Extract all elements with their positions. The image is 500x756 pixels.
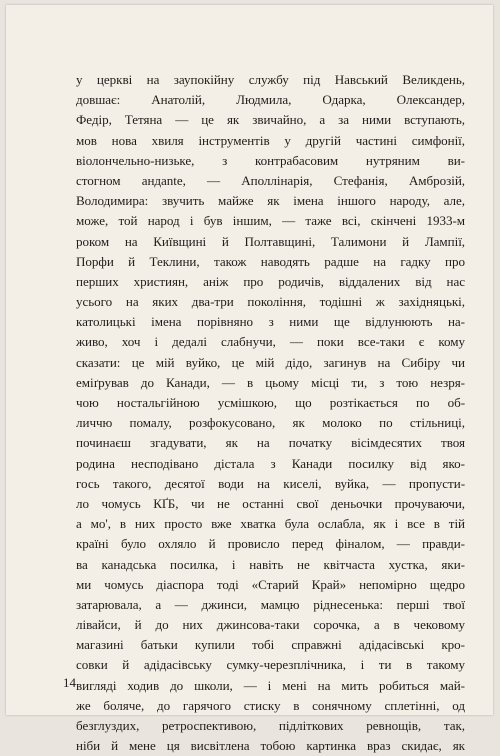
text-line: ва канадська посилка, і навіть не квітчаста хустка, яки- [76,556,465,572]
text-line: католицькі імена порівняно з ними ще відлунюють на- [76,314,465,330]
text-line: личчю помалу, розфокусовано, як молоко по стільниці, [76,415,465,431]
book-page [6,5,493,754]
text-line: країні було охляло й провисло перед фіналом, — правди- [76,536,465,552]
text-line: роком на Київщині й Полтавщині, Талимони й Лампії, [76,233,465,249]
text-line: мов нова хвиля інструментів у другій частині симфонії, [76,132,465,148]
text-line: починаєш згадувати, як на початку вісімдесятих твоя [76,435,465,451]
text-line: стогном андante, — Аполлінарія, Стефанія, Амброзій, [76,172,465,188]
text-line: а мо', в них просто вже хватка була ослабла, як і все в тій [76,516,465,532]
text-line: лівайси, й до них джинсова-таки сорочка, а в чековому [76,617,465,633]
page-number: 14 [63,675,76,690]
text-line: у церкві на заупокійну службу під Навський Великдень, [76,72,465,87]
text-body [76,70,465,756]
text-line: родина несподівано дістала з Канади посилку від яко- [76,455,465,471]
text-line: Володимира: звучить майже як імена іншого народу, але, [76,193,465,209]
text-line: же боляче, до гарячого стиску в сонячному сплетінні, од [76,697,465,713]
text-line: Федір, Тетяна — це як звичайно, а за ними вступають, [76,112,465,128]
text-line: гось такого, десятої води на киселі, вуйка, — пропусти- [76,475,465,491]
text-line: живо, хоч і дедалі слабнучи, — поки все-таки є кому [76,334,465,350]
text-line: вигляді ходив до школи, — і мені на мить робиться май- [76,677,465,693]
text-line: перших християн, аніж про родичів, віддалених від нас [76,273,465,289]
text-line: ніби й мене ця висвітлена тобою картинка враз скидає, як [76,738,465,754]
text-line: може, той народ і був іншим, — таже всі, скінчені 1933-м [76,213,465,229]
text-line: еміґрував до Канади, — в цьому місці ти, з тою незря- [76,374,465,390]
text-line: чою ностальгійною усмішкою, що розтікається по об- [76,395,465,410]
text-line: віолончельно-низьке, з контрабасовим нутряним ви- [76,152,465,168]
text-line: затарювала, а — джинси, мамцю ріднесенька: перші твої [76,596,465,612]
text-line: Порфи й Теклини, також наводять радше на гадку про [76,253,465,269]
text-line: магазині батьки купили тобі справжні адідасівські кро- [76,637,465,653]
text-line: усього на яких два-три покоління, тодішні ж західняцькі, [76,294,465,310]
text-line: сказати: це мій вуйко, це мій дідо, загинув на Сибіру чи [76,354,465,370]
text-line: безглуздих, ретроспективою, підліткових ревнощів, так, [76,718,465,733]
text-line: довшає: Анатолій, Людмила, Одарка, Олександер, [76,92,465,108]
text-line: ло чомусь КҐБ, чи не останні свої деньочки прочуваючи, [76,495,465,511]
text-line: совки й адідасівську сумку-черезплічника, і ти в такому [76,657,465,673]
text-line: ми чомусь діаспора тоді «Старий Край» непомірно щедро [76,576,465,592]
